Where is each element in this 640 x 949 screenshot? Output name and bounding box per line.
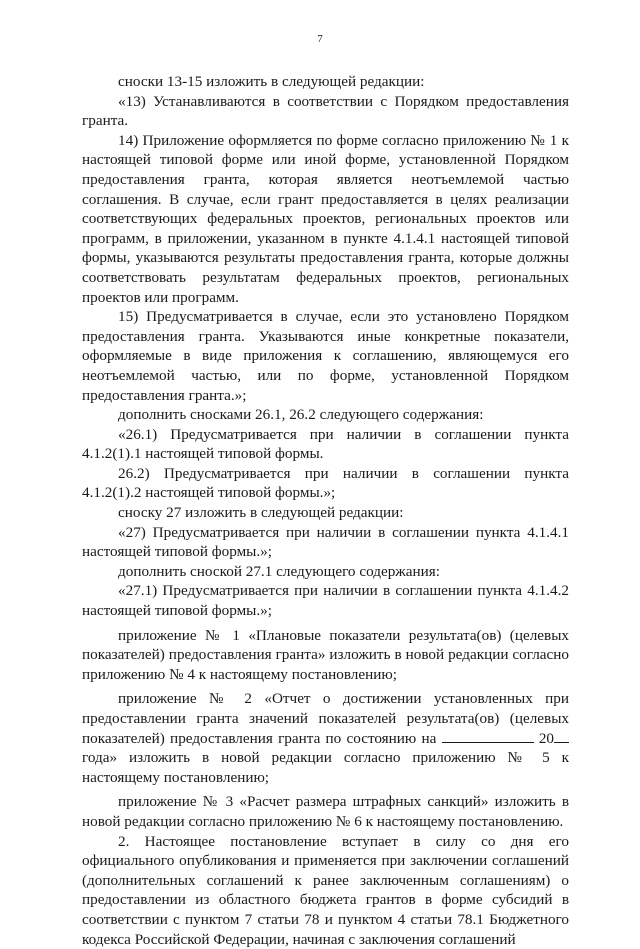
- paragraph-add-footnotes-26: дополнить сносками 26.1, 26.2 следующего содержания:: [118, 406, 484, 424]
- paragraph-footnote-27-1: «27.1) Предусматривается при наличии в соглашении пункта 4.1.4.2 настоящей типовой формы.»;: [82, 582, 569, 620]
- appendix-2-text-start: приложение № 2 «Отчет о достижении установленных при предоставлении гранта значений показателей результата(ов) (целевых показателей) предоставления гранта по состоянию на: [82, 690, 569, 747]
- paragraph-footnote-26-2: 26.2) Предусматривается при наличии в соглашении пункта 4.1.2(1).2 настоящей типовой формы.»;: [82, 464, 569, 502]
- date-blank-line: [442, 729, 534, 743]
- paragraph-appendix-2: [82, 689, 569, 787]
- paragraph-appendix-1: приложение № 1 «Плановые показатели результата(ов) (целевых показателей) предоставления гранта» изложить в новой редакции согласно приложению № 4 к настоящему постановлению;: [82, 626, 569, 683]
- year-blank-line: [554, 729, 569, 743]
- paragraph-add-footnote-27-1: дополнить сноской 27.1 следующего содержания:: [118, 562, 440, 580]
- appendix-2-year-prefix: 20: [538, 729, 554, 747]
- paragraph-footnote-13: «13) Устанавливаются в соответствии с Порядком предоставления гранта.: [82, 92, 569, 130]
- paragraph-appendix-3: приложение № 3 «Расчет размера штрафных санкций» изложить в новой редакции согласно приложению № 6 к настоящему постановлению.: [82, 793, 569, 830]
- paragraph-footnotes-13-15-intro: сноски 13-15 изложить в следующей редакции:: [118, 73, 425, 90]
- page-number: 7: [317, 33, 323, 45]
- paragraph-footnote-15: 15) Предусматривается в случае, если это установлено Порядком предоставления гранта. Указываются иные конкретные показатели, оформляемые в виде приложения к соглашению, являющемуся его неотъемлемой частью, или по форме, установленной Порядком предоставления гранта.»;: [82, 308, 569, 404]
- paragraph-footnote-27-intro: сноску 27 изложить в следующей редакции:: [118, 504, 404, 522]
- appendix-2-text-end: года» изложить в новой редакции согласно приложению № 5 к настоящему постановлению;: [82, 749, 569, 786]
- paragraph-section-2: 2. Настоящее постановление вступает в силу со дня его официального опубликования и применяется при заключении соглашений (дополнительных соглашений к ранее заключенным соглашениям) о предоставлении из областного бюджета грантов в форме субсидий в соответствии с пунктом 7 статьи 78 и пунктом 4 статьи 78.1 Бюджетного кодекса Российской Федерации, начиная с заключения соглашений: [82, 832, 569, 948]
- paragraph-footnote-26-1: «26.1) Предусматривается при наличии в соглашении пункта 4.1.2(1).1 настоящей типовой формы.: [82, 425, 569, 463]
- paragraph-footnote-14: 14) Приложение оформляется по форме согласно приложению № 1 к настоящей типовой форме или иной форме, установленной Порядком предоставления гранта, которая является неотъемлемой частью соглашения. В случае, если грант предоставляется в целях реализации соответствующих федеральных проектов, региональных проектов или программ, в приложении, указанном в пункте 4.1.4.1 настоящей типовой формы, указываются результаты предоставления гранта, которые должны соответствовать результатам федеральных проектов, региональных проектов или программ.: [82, 131, 569, 306]
- paragraph-footnote-27: «27) Предусматривается при наличии в соглашении пункта 4.1.4.1 настоящей типовой формы.»;: [82, 523, 569, 561]
- document-body: [82, 72, 569, 949]
